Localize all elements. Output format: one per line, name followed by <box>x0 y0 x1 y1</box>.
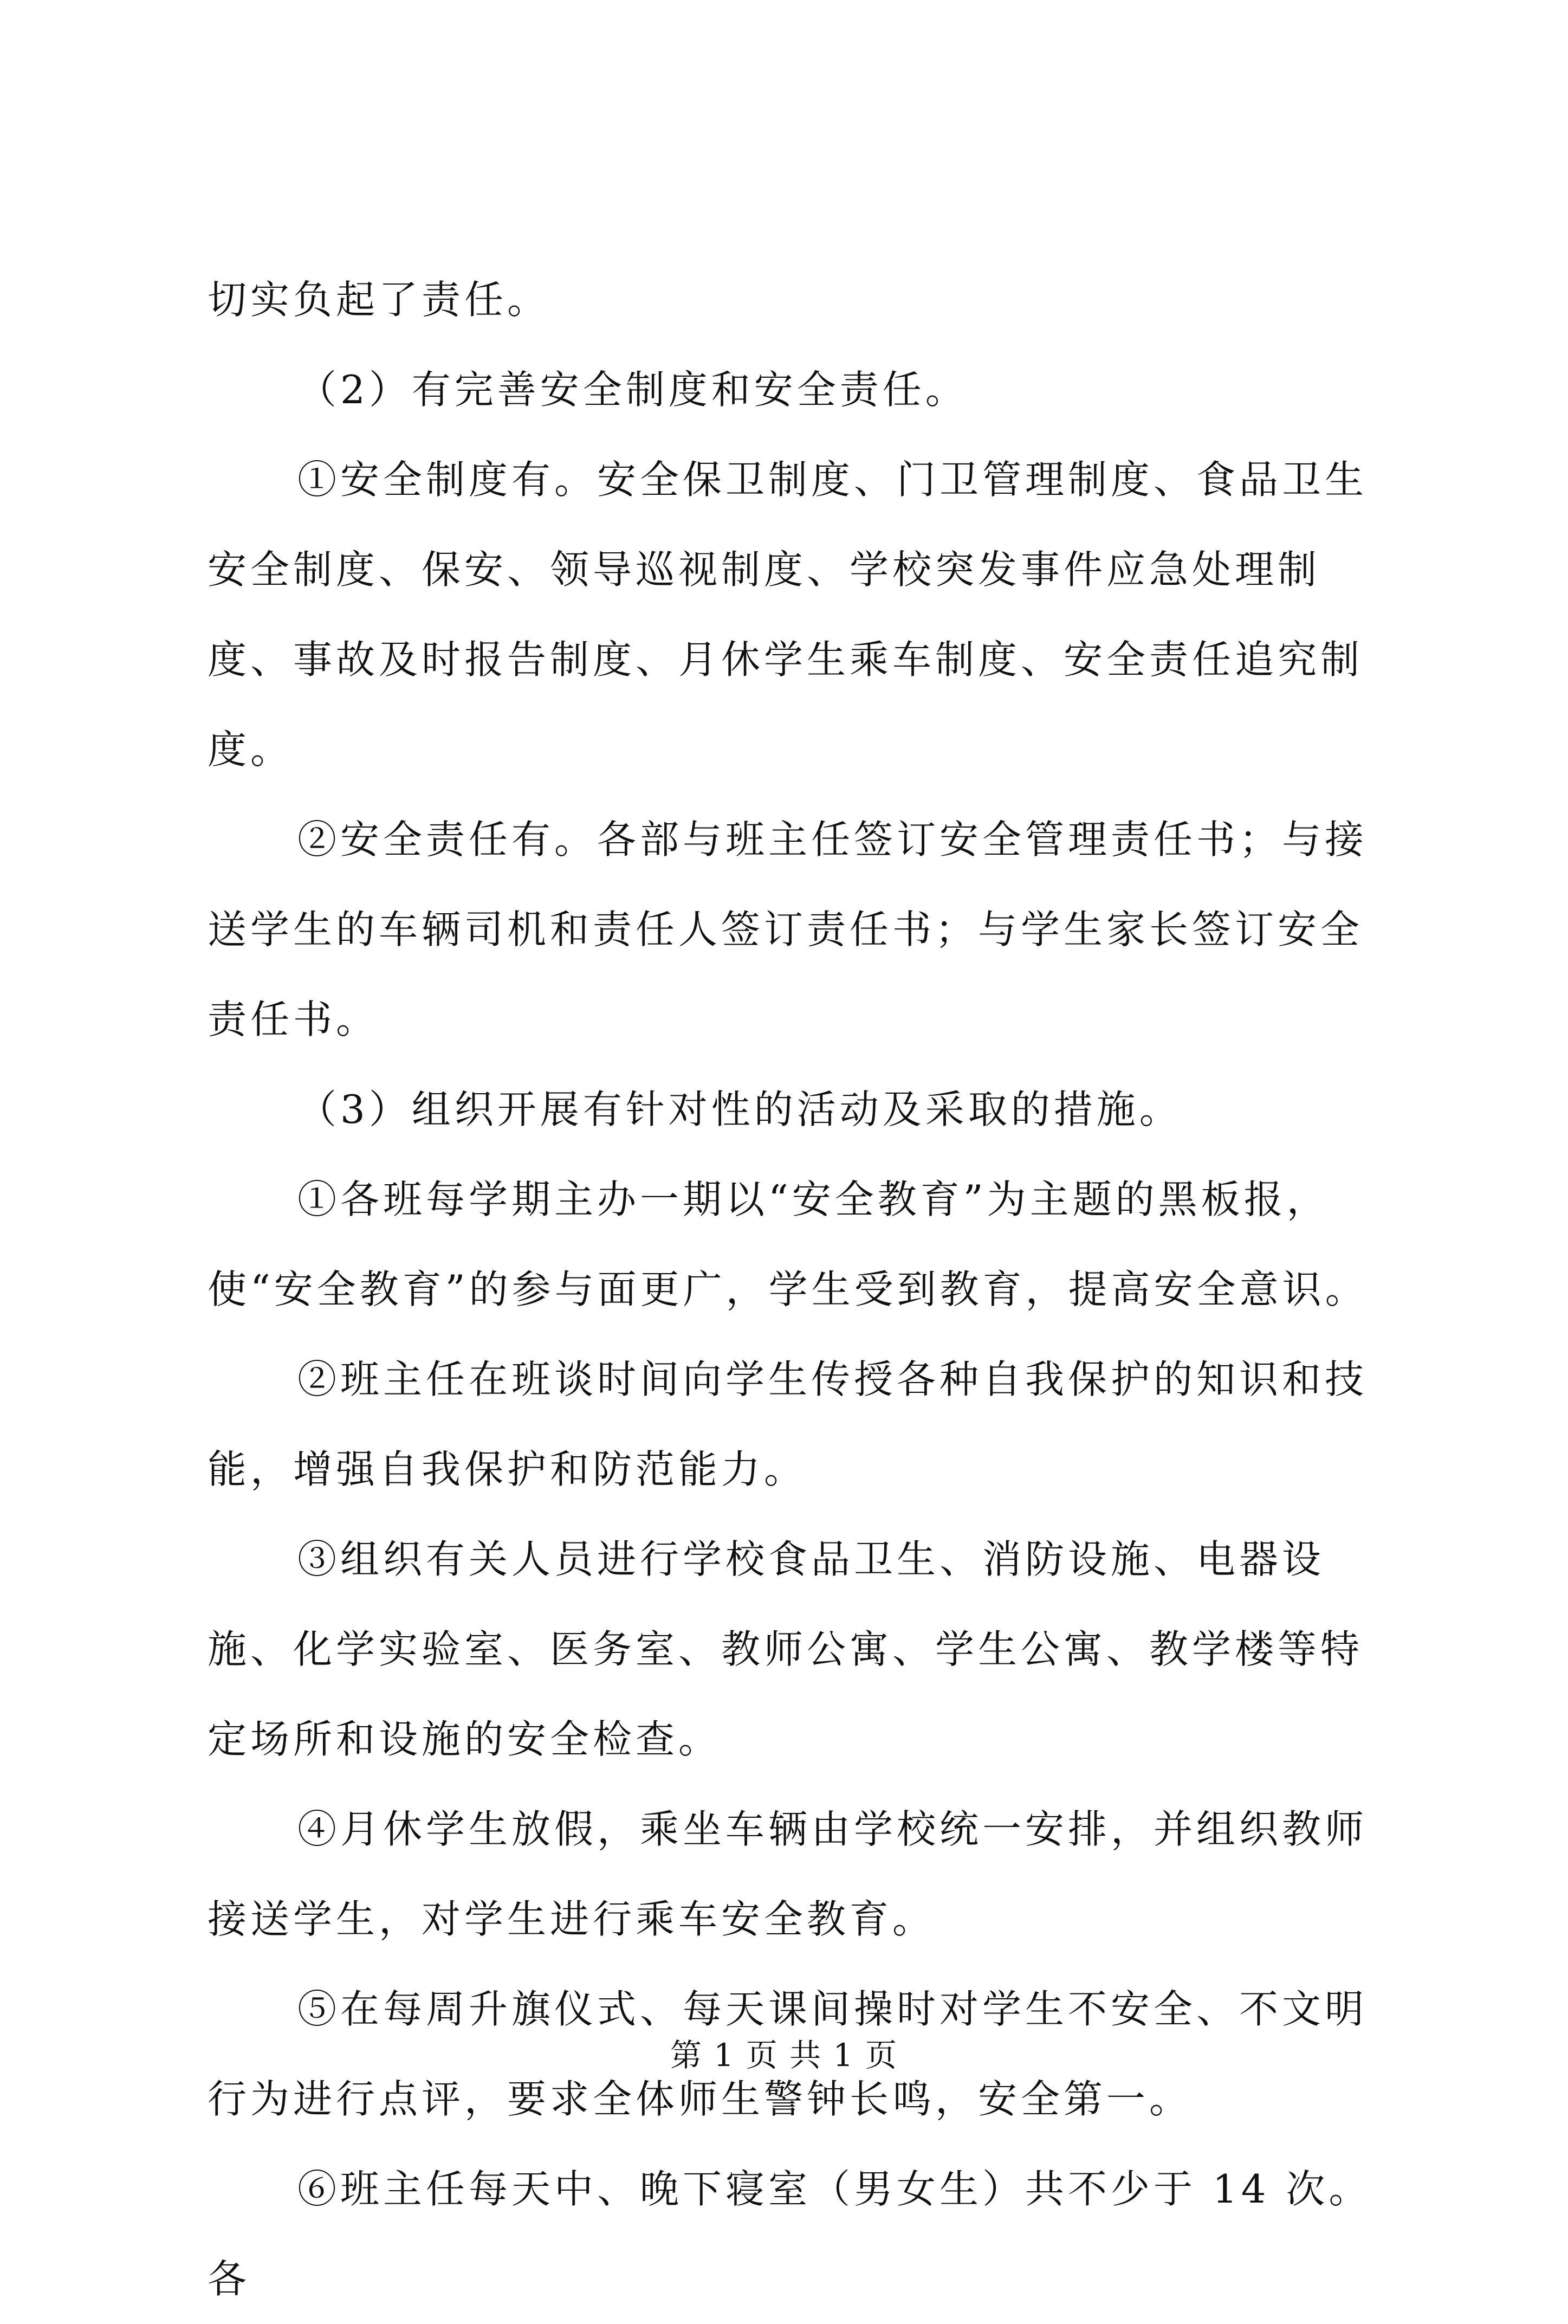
paragraph-7: ②班主任在班谈时间向学生传授各种自我保护的知识和技能，增强自我保护和防范能力。 <box>208 1357 1368 1492</box>
paragraph-9: ④月休学生放假，乘坐车辆由学校统一安排，并组织教师接送学生，对学生进行乘车安全教育。 <box>208 1806 1368 1942</box>
paragraph-5: （3）组织开展有针对性的活动及采取的措施。 <box>297 1087 1182 1132</box>
paragraph-4: ②安全责任有。各部与班主任签订安全管理责任书；与接送学生的车辆司机和责任人签订责任书；与学生家长签订安全责任书。 <box>208 817 1368 1042</box>
paragraph-6: ①各班每学期主办一期以“安全教育”为主题的黑板报，使“安全教育”的参与面更广，学生受到教育，提高安全意识。 <box>208 1177 1368 1312</box>
document-body <box>208 255 1372 2324</box>
paragraph-10: ⑤在每周升旗仪式、每天课间操时对学生不安全、不文明行为进行点评，要求全体师生警钟长鸣，安全第一。 <box>208 1986 1368 2122</box>
paragraph-3: ①安全制度有。安全保卫制度、门卫管理制度、食品卫生安全制度、保安、领导巡视制度、学校突发事件应急处理制度、事故及时报告制度、月休学生乘车制度、安全责任追究制度。 <box>208 457 1368 772</box>
paragraph-11: ⑥班主任每天中、晚下寝室（男女生）共不少于 14 次。各 <box>208 2166 1372 2302</box>
page-footer: 第 1 页 共 1 页 <box>670 2037 898 2074</box>
paragraph-8: ③组织有关人员进行学校食品卫生、消防设施、电器设施、化学实验室、医务室、教师公寓、学生公寓、教学楼等特定场所和设施的安全检查。 <box>208 1537 1364 1762</box>
paragraph-1: 切实负起了责任。 <box>208 277 550 322</box>
paragraph-2: （2）有完善安全制度和安全责任。 <box>297 367 968 412</box>
